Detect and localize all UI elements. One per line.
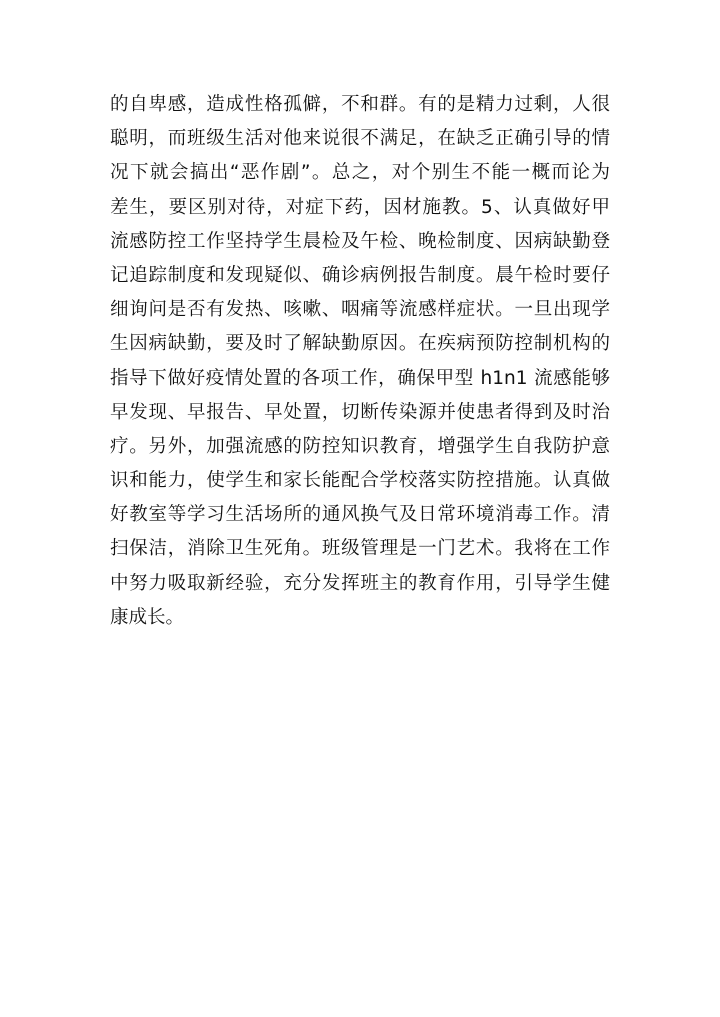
text-line: 早发现、早报告、早处置，切断传染源并使患者得到及时治 [110, 401, 610, 423]
text-line: 扫保洁，消除卫生死角。班级管理是一门艺术。我将在工作 [110, 538, 610, 560]
text-line: 好教室等学习生活场所的通风换气及日常环境消毒工作。清 [110, 504, 610, 526]
body-paragraph [110, 88, 610, 635]
text-line: 康成长。 [110, 606, 185, 628]
text-line: 记追踪制度和发现疑似、确诊病例报告制度。晨午检时要仔 [110, 264, 610, 286]
text-line: 疗。另外，加强流感的防控知识教育，增强学生自我防护意 [110, 435, 610, 457]
text-line: 况下就会搞出“恶作剧”。总之，对个别生不能一概而论为 [110, 162, 610, 184]
text-line: 聪明，而班级生活对他来说很不满足，在缺乏正确引导的情 [110, 128, 610, 150]
text-line: 识和能力，使学生和家长能配合学校落实防控措施。认真做 [110, 470, 610, 492]
text-line: 的自卑感，造成性格孤僻，不和群。有的是精力过剩，人很 [110, 94, 610, 115]
text-line: 中努力吸取新经验，充分发挥班主的教育作用，引导学生健 [110, 572, 610, 594]
text-line: 流感防控工作坚持学生晨检及午检、晚检制度、因病缺勤登 [110, 230, 610, 252]
text-line: 生因病缺勤，要及时了解缺勤原因。在疾病预防控制机构的 [110, 333, 610, 355]
text-line: 指导下做好疫情处置的各项工作，确保甲型 h1n1 流感能够 [110, 367, 610, 389]
text-line: 细询问是否有发热、咳嗽、咽痛等流感样症状。一旦出现学 [110, 299, 610, 321]
text-line: 差生，要区别对待，对症下药，因材施教。5、认真做好甲 [110, 196, 610, 218]
